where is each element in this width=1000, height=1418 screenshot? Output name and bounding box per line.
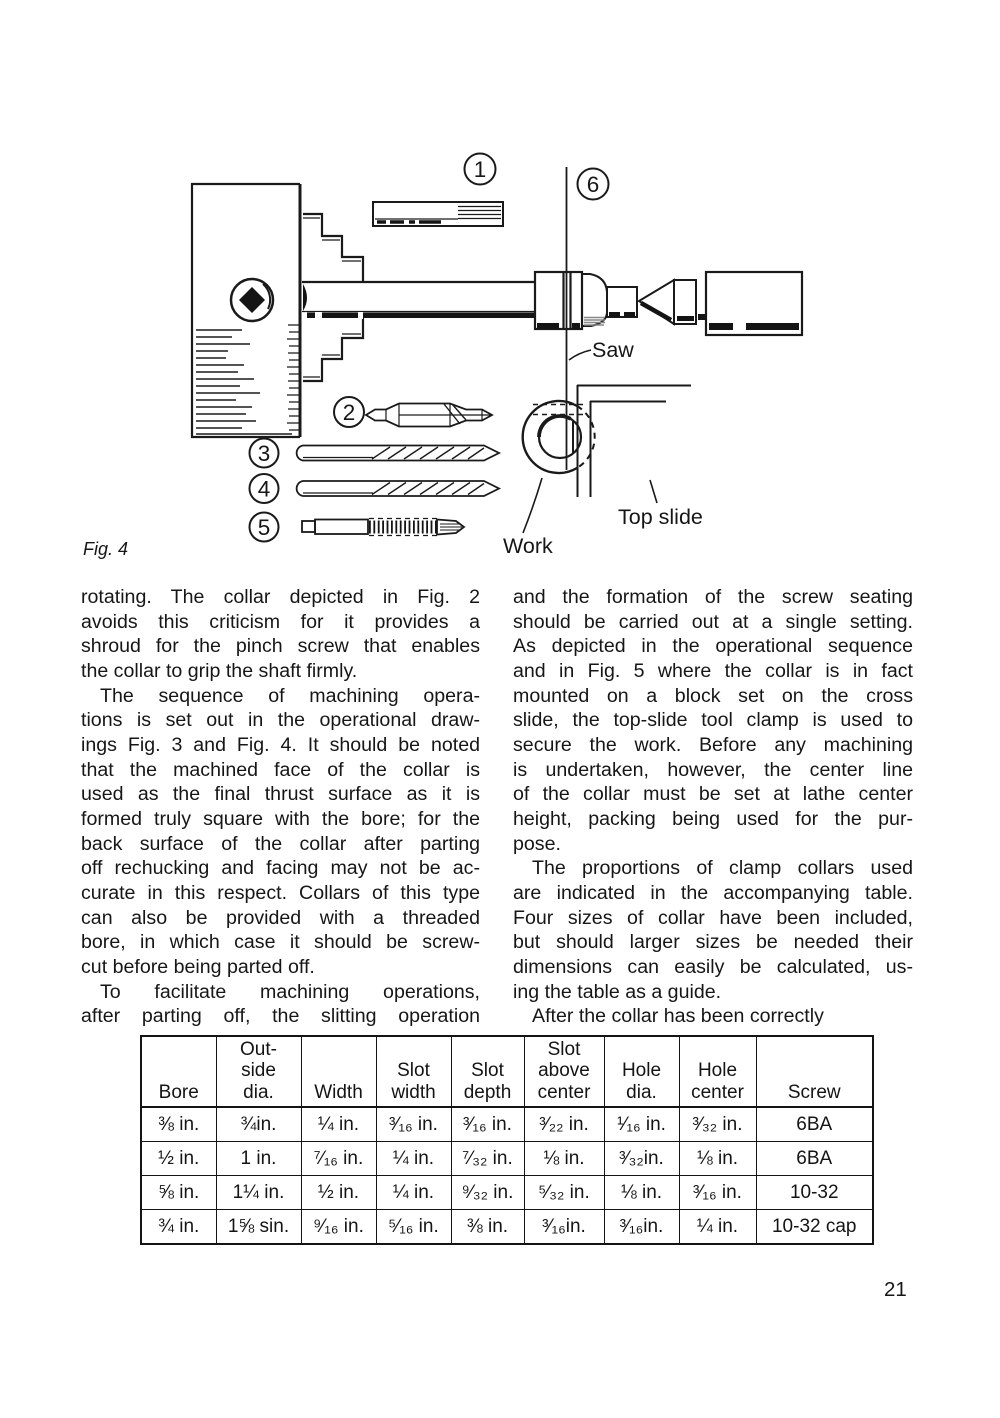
knurl-lines (375, 207, 501, 220)
text-line: and the formation of the screw seating (513, 586, 913, 608)
text-line: The proportions of clamp collars used (532, 857, 913, 880)
column-header: Slot above center (524, 1036, 604, 1107)
table-cell: ⁷⁄₃₂ in. (451, 1142, 524, 1176)
work-collar (523, 401, 595, 473)
text-line: secure the work. Before any machining (513, 733, 913, 756)
text-line: after parting off, the slitting operation (81, 1005, 480, 1028)
workpiece-shaft (302, 282, 536, 319)
chuck-face-ticks (287, 325, 299, 430)
table-cell: ⅛ in. (679, 1142, 756, 1176)
text-line: To facilitate machining operations, (100, 980, 480, 1003)
top-slide-leader-line (650, 480, 657, 503)
left-text-column (81, 585, 480, 1029)
table-cell: ½ in. (141, 1142, 216, 1176)
text-line: mounted on a block set on the cross (513, 684, 913, 707)
text-line: and in Fig. 5 where the collar is in fact (513, 659, 913, 682)
work-leader-line (523, 478, 542, 533)
saw-label: Saw (592, 338, 634, 362)
table-cell: ⅛ in. (604, 1176, 679, 1210)
table-cell: ¹⁄₁₆ in. (604, 1107, 679, 1142)
table-cell: ¾in. (216, 1107, 301, 1142)
text-line: curate in this respect. Collars of this type (81, 881, 480, 904)
table-cell: ⁹⁄₃₂ in. (451, 1176, 524, 1210)
center-drill (366, 404, 492, 427)
table-cell: ³⁄₁₆ in. (376, 1107, 451, 1142)
text-line: formed truly square with the bore; for the (81, 807, 480, 830)
text-line: ing the table as a guide. (513, 980, 722, 1003)
chuck-key-socket (231, 279, 273, 321)
text-line: bore, in which case it should be screw- (81, 931, 480, 954)
text-line: pose. (513, 832, 561, 855)
svg-text:5: 5 (257, 515, 271, 540)
table-cell: ³⁄₁₆in. (604, 1210, 679, 1245)
text-line: After the collar has been correctly (532, 1005, 824, 1028)
figure-4-drawing (0, 0, 1000, 580)
table-row (141, 1176, 873, 1210)
text-line: used as the final thrust surface as it is (81, 783, 480, 806)
table-cell: ³⁄₁₆in. (524, 1210, 604, 1245)
chuck-hatching (196, 330, 292, 434)
text-line: ings Fig. 3 and Fig. 4. It should be noted (81, 733, 480, 756)
column-header: Bore (141, 1036, 216, 1107)
table-cell: ¼ in. (376, 1142, 451, 1176)
callout-2 (334, 397, 364, 427)
svg-text:3: 3 (257, 441, 271, 466)
column-header: Hole dia. (604, 1036, 679, 1107)
table-cell: ¼ in. (679, 1210, 756, 1245)
table-cell: ½ in. (301, 1176, 376, 1210)
table-cell: ⁷⁄₁₆ in. (301, 1142, 376, 1176)
table-cell: ³⁄₁₆ in. (679, 1176, 756, 1210)
table-cell: ⅝ in. (141, 1176, 216, 1210)
collar-on-shaft (535, 272, 637, 329)
text-line: cut before being parted off. (81, 955, 315, 978)
text-line: that the machined face of the collar is (81, 758, 480, 781)
table-cell: ⁵⁄₃₂ in. (524, 1176, 604, 1210)
text-line: shroud for the pinch screw that enables (81, 635, 480, 658)
column-header: Slot width (376, 1036, 451, 1107)
twist-drill-second (297, 481, 499, 496)
text-line: dimensions can easily be calculated, us- (513, 955, 913, 978)
top-slide-block (577, 385, 691, 497)
table-cell: 6BA (756, 1107, 873, 1142)
table-cell: ⅜ in. (451, 1210, 524, 1245)
text-line: should be carried out at a single setting. (513, 610, 913, 633)
table-cell: ¼ in. (376, 1176, 451, 1210)
callout-4 (250, 474, 279, 503)
column-header: Out- side dia. (216, 1036, 301, 1107)
table-cell: 10-32 (756, 1176, 873, 1210)
table-cell: ³⁄₃₂ in. (679, 1107, 756, 1142)
page-number: 21 (884, 1278, 907, 1301)
callout-5 (250, 513, 279, 542)
text-line: is undertaken, however, the center line (513, 758, 913, 781)
table-cell: 10-32 cap (756, 1210, 873, 1245)
table-cell: ³⁄₃₂in. (604, 1142, 679, 1176)
table-row (141, 1210, 873, 1245)
jaw-detail-lines (303, 218, 361, 377)
svg-text:4: 4 (257, 476, 271, 502)
table-row (141, 1142, 873, 1176)
table-body (141, 1107, 873, 1244)
callout-1 (465, 154, 496, 185)
table-cell: ³⁄₂₂ in. (524, 1107, 604, 1142)
table-cell: ⅜ in. (141, 1107, 216, 1142)
text-line: of the collar must be set at lathe center (513, 783, 913, 806)
column-header: Slot depth (451, 1036, 524, 1107)
saw-leader-line (569, 350, 591, 360)
text-line: height, packing being used for the pur- (513, 807, 913, 830)
table-header-row (141, 1036, 873, 1107)
text-line: avoids this criticism for it provides a (81, 610, 480, 633)
work-label: Work (503, 534, 553, 558)
column-header: Hole center (679, 1036, 756, 1107)
table-cell: 1¼ in. (216, 1176, 301, 1210)
text-line: slide, the top-slide tool clamp is used to (513, 709, 913, 732)
table-row (141, 1107, 873, 1142)
table-cell: ¾ in. (141, 1210, 216, 1245)
table-cell: ³⁄₁₆ in. (451, 1107, 524, 1142)
tap (302, 519, 464, 536)
column-header: Width (301, 1036, 376, 1107)
table-cell: 6BA (756, 1142, 873, 1176)
table-cell: 1⅝ sin. (216, 1210, 301, 1245)
text-line: back surface of the collar after parting (81, 832, 480, 855)
callout-3 (250, 439, 279, 468)
table-cell: ⅛ in. (524, 1142, 604, 1176)
text-line: As depicted in the operational sequence (513, 635, 913, 658)
slitting-saw-arbor (373, 202, 503, 226)
text-line: tions is set out in the operational draw- (81, 709, 480, 732)
twist-drill (297, 446, 499, 461)
column-header: Screw (756, 1036, 873, 1107)
svg-text:1: 1 (473, 157, 487, 182)
text-line: are indicated in the accompanying table. (513, 881, 913, 904)
svg-text:2: 2 (342, 400, 356, 425)
right-text-column (513, 585, 913, 1029)
collar-dimensions-table (140, 1035, 874, 1245)
text-line: but should larger sizes be needed their (513, 931, 913, 954)
text-line: rotating. The collar depicted in Fig. 2 (81, 586, 480, 608)
figure-caption: Fig. 4 (83, 539, 129, 559)
table-cell: ⁵⁄₁₆ in. (376, 1210, 451, 1245)
svg-text:6: 6 (586, 172, 600, 197)
table-cell: ¼ in. (301, 1107, 376, 1142)
text-line: The sequence of machining opera- (100, 684, 480, 707)
text-line: off rechucking and facing may not be ac- (81, 857, 480, 880)
text-line: Four sizes of collar have been included, (513, 906, 913, 929)
table-cell: 1 in. (216, 1142, 301, 1176)
text-line: can also be provided with a threaded (81, 906, 480, 929)
table-cell: ⁹⁄₁₆ in. (301, 1210, 376, 1245)
lathe-chuck (192, 184, 363, 437)
top-slide-label: Top slide (618, 505, 703, 529)
callout-6 (578, 169, 609, 200)
text-line: the collar to grip the shaft firmly. (81, 659, 358, 682)
tailstock (639, 272, 802, 335)
